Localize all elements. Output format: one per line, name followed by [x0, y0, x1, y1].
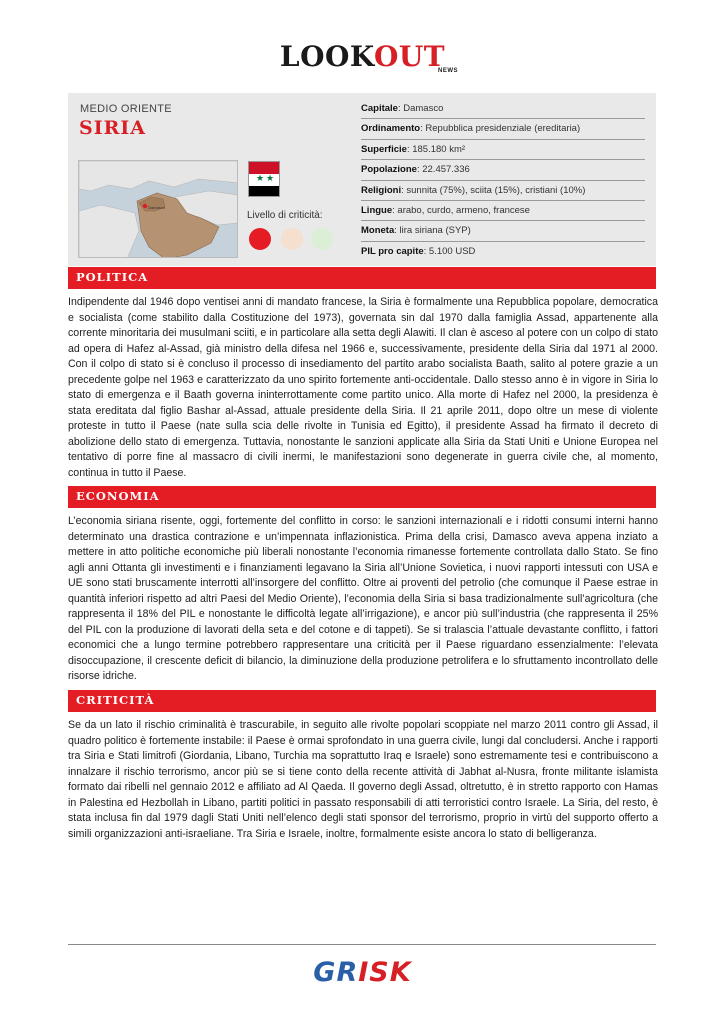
section-title: ECONOMIA [76, 489, 160, 503]
fact-key: Lingue [361, 205, 393, 217]
fact-key: Popolazione [361, 164, 417, 176]
damascus-marker [143, 204, 147, 208]
fact-key: PIL pro capite [361, 245, 424, 257]
fact-pil [361, 242, 645, 261]
fact-key: Moneta [361, 225, 395, 237]
section-title: CRITICITÀ [76, 693, 155, 707]
footer-divider [68, 944, 656, 945]
fact-value: : lira siriana (SYP) [394, 225, 471, 237]
criticality-medium-indicator [281, 228, 303, 250]
map-city-label: Damasco [148, 205, 165, 210]
map-graphic [79, 161, 238, 258]
criticality-high-indicator [249, 228, 271, 250]
fact-ordinamento [361, 119, 645, 139]
fact-key: Ordinamento [361, 123, 421, 135]
fact-value: : Damasco [397, 103, 444, 114]
lookout-news-logo [0, 42, 725, 72]
fact-moneta [361, 221, 645, 241]
logo-news-text: NEWS [438, 68, 458, 74]
section-title: POLITICA [76, 270, 149, 284]
section-text-economia: L’economia siriana risente, oggi, fortemente del conflitto in corso: le sanzioni internazionali e i ridotti consumi interni hanno determinato una drastica contrazione e un’impennata inflazionistica. Prima della crisi, Damasco aveva appena inziato a mettere in atto politiche economiche più liberali nonostante l’economia rimanesse fortemente controllata dallo Stato. Se fino agli anni Ottanta gli investimenti e i finanziamenti legavano la Siria all’Unione Sovietica, i nuovi rapporti intessuti con USA e UE sono stati bruscamente interrotti all’insorgere del conflitto. Oltre ai proventi del petrolio (che comunque il Paese estrae in quantità inferiori rispetto ad altri Paesi del Medio Oriente), l’economia della Siria si basa tradizionalmente sull’agricoltura (che rappresenta il 18% del PIL e nonostante le difficoltà legate all’irrigazione), e ancor più sull’industria (che rappresenta il 25% del PIL con la produzione di lavorati della seta e del cotone e di tappeti). Se si tralascia l’attuale devastante conflitto, i fattori economici che a lungo termine potrebbero rappresentare una criticità per il Paese riguardano essenzialmente: l’elevata disoccupazione, il crescente deficit di bilancio, la diminuzione della produzione petrolifera e lo sfruttamento incontrollato delle risorse idriche. [68, 515, 658, 682]
fact-value: : Repubblica presidenziale (ereditaria) [420, 123, 581, 135]
brand-isk: ISK [358, 957, 412, 988]
fact-value: : 185.180 km² [406, 143, 466, 155]
country-info-box [68, 93, 656, 266]
fact-value: : arabo, curdo, armeno, francese [392, 205, 530, 217]
section-text-politica: Indipendente dal 1946 dopo ventisei anni di mandato francese, la Siria è formalmente una Repubblica popolare, democratica e socialista (come stabilito dalla Costituzione del 1973), governata sin dal 1970 dalla famiglia Assad, appartenente alla corrente minoritaria dei musulmani sciiti, e in particolare alla setta degli Alawiti. Il clan è asceso al potere con un colpo di stato ad opera di Hafez al-Assad, già ministro della difesa nel 1966 e, successivamente, presidente della Siria dal 1971 al 2000. Con il colpo di stato si è concluso il processo di insediamento del partito arabo socialista Baath, salito al potere grazie a un precedente golpe nel 1963 e caratterizzato da uno spirito fortemente anti-occidentale. Dallo stesso anno è in vigore in Siria lo stato di emergenza e il Baath governa ininterrottamente come partito unico. Alla morte di Hafez nel 2000, la presidenza è stata ereditata dal figlio Bashar al-Assad, attuale presidente della Siria. Il 21 aprile 2011, dopo oltre un mese di violente proteste in tutto il Paese (nate sulla scia delle rivolte in Tunisia ed Egitto), il presidente Assad ha firmato il decreto di abolizione dello stato di emergenza. Tuttavia, nonostante le sanzioni applicate alla Siria da Stati Uniti e Unione Europea nel tentativo di porre fine al massacro di civili inermi, le manifestazioni sono degenerate in guerra civile che, al momento, continua in tutto il Paese. [68, 296, 658, 479]
section-header-economia [68, 486, 656, 508]
section-text-criticita: Se da un lato il rischio criminalità è trascurabile, in seguito alle rivolte popolari scoppiate nel marzo 2011 contro gli Assad, il quadro politico è fortemente instabile: il Paese è ormai sprofondato in una guerra civile, lungi dal concludersi. Anche i rapporti tra Siria e Stati limitrofi (Giordania, Libano, Turchia ma soprattutto Iraq e Israele) sono estremamente tesi e contribuiscono a innalzare il rischio terrorismo, ancor più se si tiene conto della recente attività di Jabhat al-Nusra, fronte militante islamista formato dai ribelli nel gennaio 2012 e affiliato ad Al Qaeda. Il governo degli Assad, oltretutto, è in stretto rapporto con Hamas in Palestina ed Hezbollah in Libano, partiti politici in passato responsabili di atti terroristici contro Israele. La Siria, del resto, è stata inclusa fin dal 1979 dagli Stati Uniti nell’elenco degli stati sponsor del terrorismo, proprio in virtù del supporto offerto a simili organizzazioni anti-israeliane. Tra Siria e Israele, inoltre, formalmente esiste ancora lo stato di belligeranza. [68, 719, 658, 840]
fact-capitale [361, 99, 645, 119]
fact-religioni [361, 181, 645, 201]
country-title: SIRIA [79, 117, 147, 139]
fact-lingue [361, 201, 645, 221]
middle-east-map [78, 160, 238, 258]
syria-flag [248, 161, 280, 197]
fact-key: Religioni [361, 184, 402, 196]
fact-value: : sunnita (75%), sciita (15%), cristiani (10%) [401, 184, 586, 196]
fact-popolazione [361, 160, 645, 180]
region-label: MEDIO ORIENTE [80, 103, 172, 115]
logo-out-text: OUT [373, 40, 446, 73]
criticality-low-indicator [311, 228, 333, 250]
fact-key: Capitale [361, 103, 398, 114]
section-header-criticita [68, 690, 656, 712]
fact-value: : 22.457.336 [416, 164, 470, 176]
fact-superficie [361, 140, 645, 160]
fact-key: Superficie [361, 143, 407, 155]
flag-star-icon: ★ [256, 173, 265, 183]
brand-g: G [313, 957, 337, 988]
fact-value: : 5.100 USD [423, 245, 476, 257]
criticality-label: Livello di criticità: [247, 210, 323, 221]
grisk-logo [0, 957, 725, 988]
section-header-politica [68, 267, 656, 289]
logo-look-text: LOOK [279, 40, 374, 73]
brand-r: R [336, 957, 359, 988]
country-facts-list [361, 99, 645, 261]
flag-star-icon: ★ [266, 173, 275, 183]
